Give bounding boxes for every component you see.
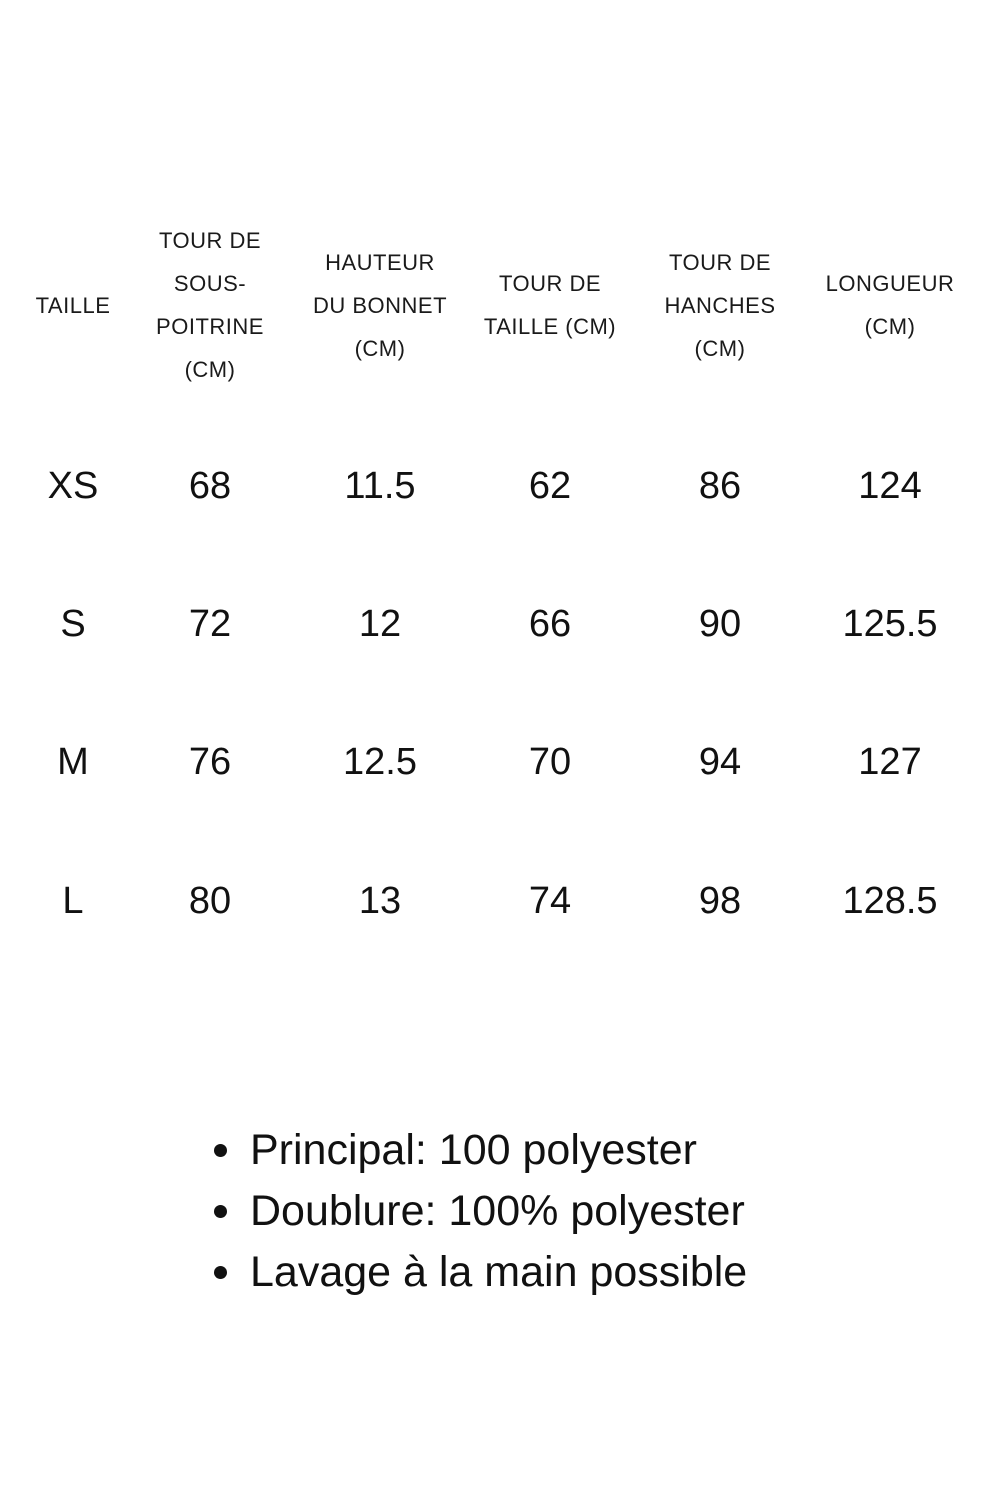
header-tour-de-taille: TOUR DE TAILLE (CM) <box>483 271 617 339</box>
table-cell: 12 <box>358 603 402 645</box>
table-cell: 12.5 <box>343 741 417 783</box>
header-tour-de-sous-poitrine: TOUR DE SOUS- POITRINE (CM) <box>156 228 264 382</box>
note-text: Principal: 100 polyester <box>250 1126 697 1174</box>
material-notes-list <box>208 1120 747 1303</box>
table-cell: M <box>57 741 89 783</box>
list-item <box>208 1242 747 1303</box>
table-cell: 70 <box>528 741 572 783</box>
table-cell: 11.5 <box>344 465 416 507</box>
bullet-icon <box>214 1266 227 1279</box>
table-cell: 13 <box>358 880 402 922</box>
header-taille: TAILLE <box>35 292 111 318</box>
bullet-icon <box>214 1205 227 1218</box>
table-cell: 68 <box>188 465 232 507</box>
table-cell: 128.5 <box>842 880 938 922</box>
table-cell: 94 <box>698 741 742 783</box>
note-text: Lavage à la main possible <box>250 1248 748 1296</box>
header-hauteur-du-bonnet: HAUTEUR DU BONNET (CM) <box>312 249 448 361</box>
table-cell: 76 <box>188 741 232 783</box>
table-cell: 80 <box>188 880 232 922</box>
table-cell: L <box>62 880 84 922</box>
table-cell: 127 <box>858 741 922 783</box>
list-item <box>208 1181 747 1242</box>
header-longueur: LONGUEUR (CM) <box>825 271 955 339</box>
header-tour-de-hanches: TOUR DE HANCHES (CM) <box>664 249 776 361</box>
table-cell: 74 <box>528 880 572 922</box>
table-cell: 90 <box>698 603 742 645</box>
table-cell: 72 <box>188 603 232 645</box>
table-cell: 66 <box>528 603 572 645</box>
bullet-icon <box>214 1144 227 1157</box>
table-cell: S <box>60 603 86 645</box>
table-cell: 125.5 <box>842 603 938 645</box>
list-item <box>208 1120 747 1181</box>
table-cell: XS <box>47 465 99 507</box>
note-text: Doublure: 100% polyester <box>250 1187 745 1235</box>
table-cell: 62 <box>528 465 572 507</box>
table-cell: 86 <box>698 465 742 507</box>
table-cell: 124 <box>858 465 922 507</box>
table-cell: 98 <box>698 880 742 922</box>
